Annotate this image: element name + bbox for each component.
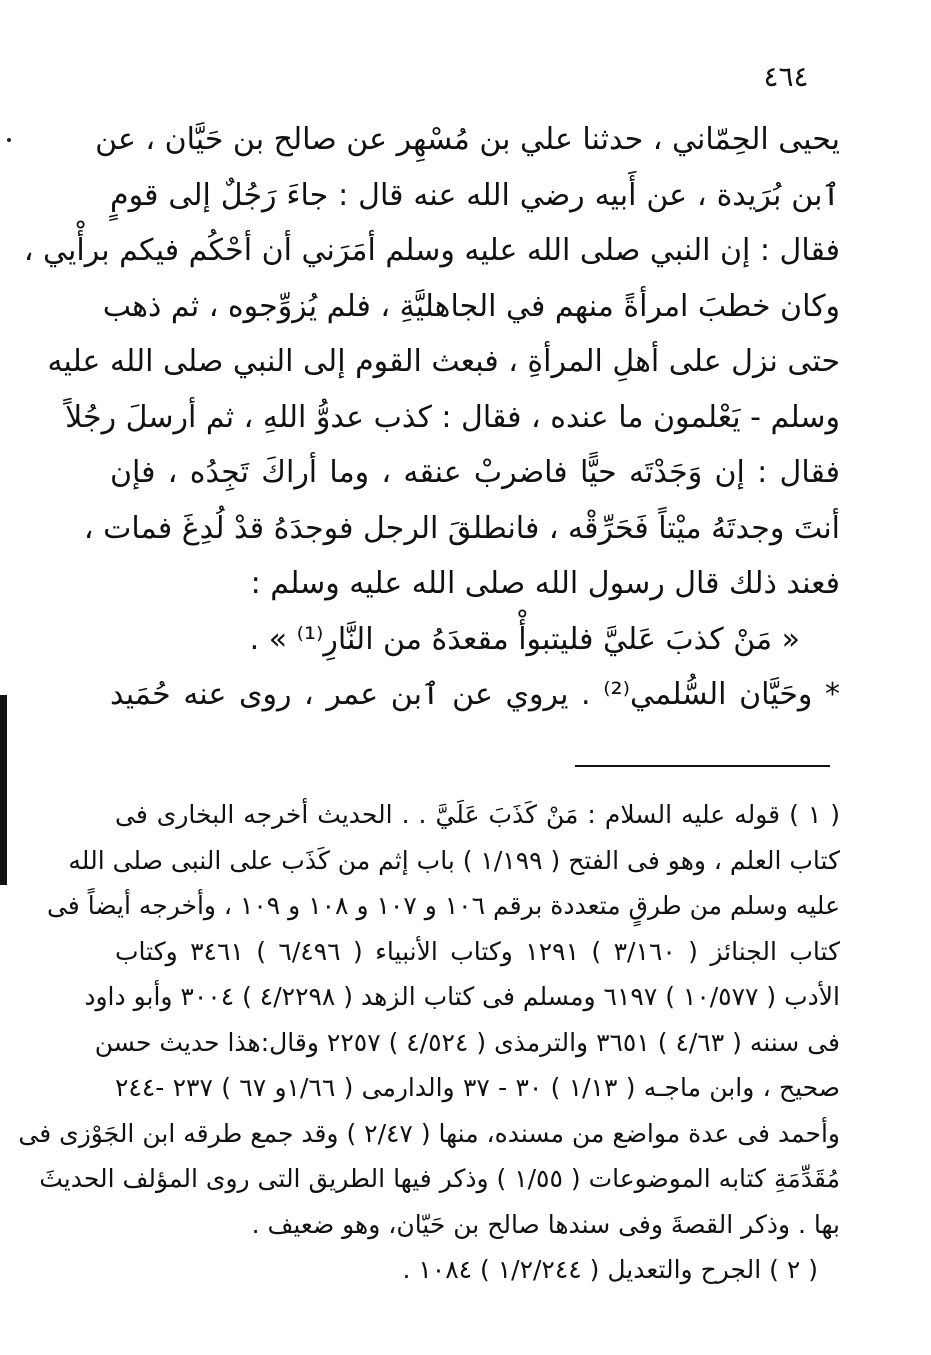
- main-text-line: حتى نزل على أهلِ المرأةِ ، فبعث القوم إلى النبي صلى الله عليه: [47, 344, 840, 379]
- main-text-line: وسلم - يَعْلمون ما عنده ، فقال : كذب عدوُّ اللهِ ، ثم أرسلَ رجُلاً: [65, 399, 840, 435]
- footnotes: [18, 792, 841, 1293]
- footnote-line: بها . وذكر القصةَ وفى سندها صالح بن حَيّان، وهو ضعيف .: [251, 1209, 840, 1239]
- main-text-line: ٱبن بُرَيدة ، عن أَبيه رضي الله عنه قال : جاءَ رَجُلٌ إلى قومٍ: [110, 177, 840, 213]
- main-text-line: أنتَ وجدتَهُ ميْتاً فَحَرِّقْه ، فانطلقَ الرجل فوجدَهُ قدْ لُدِغَ فمات ،: [83, 510, 840, 546]
- footnote-line: ( ١ ) قوله عليه السلام : مَنْ كَذَبَ عَلَيَّ . . الحديث أخرجه البخارى فى: [115, 800, 841, 829]
- scan-speck: [7, 138, 11, 142]
- footnote-separator: [575, 765, 830, 767]
- footnote-line: صحيح ، وابن ماجـه ( ١/١٣ ) ٣٠ - ٣٧ والدارمى ( ١/٦٦و ٦٧ ) ٢٣٧ -٢٤٤: [115, 1073, 840, 1102]
- footnote-line: الأدب ( ١٠/٥٧٧ ) ٦١٩٧ ومسلم فى كتاب الزهد ( ٤/٢٢٩٨ ) ٣٠٠٤ وأبو داود: [84, 982, 840, 1011]
- main-text-line: وكان خطبَ امرأةً منهم في الجاهليَّةِ ، فلم يُزوِّجوه ، ثم ذهب: [102, 288, 840, 324]
- footnote-line: وأحمد فى عدة مواضع من مسنده، منها ( ٢/٤٧ ) وقد جمع طرقه ابن الجَوْزى فى: [18, 1118, 840, 1148]
- footnote-line: عليه وسلم من طرقٍ متعددة برقم ١٠٦ و ١٠٧ و ١٠٨ و ١٠٩ ، وأخرجه أيضاً فى: [46, 891, 840, 920]
- page-number: ٤٦٤: [763, 60, 809, 93]
- main-text-line: فعند ذلك قال رسول الله صلى الله عليه وسلم :: [250, 566, 840, 601]
- main-text-line: يحيى الحِمّاني ، حدثنا علي بن مُسْهِر عن صالح بن حَيَّان ، عن: [95, 122, 840, 157]
- footnote-line: فى سننه ( ٤/٦٣ ) ٣٦٥١ والترمذى ( ٤/٥٢٤ ) ٢٢٥٧ وقال:هذا حديث حسن: [94, 1027, 840, 1057]
- footnote-line: كتاب العلم ، وهو فى الفتح ( ١/١٩٩ ) باب إثم من كَذَب على النبى صلى الله: [68, 845, 840, 875]
- hadith-quote-line: « مَنْ كذبَ عَليَّ فليتبوأْ مقعدَهُ من النَّارِ⁽¹⁾ » .: [249, 621, 800, 657]
- scan-edge-mark: [0, 695, 7, 885]
- main-text-line: * وحَيَّان السُّلمي⁽²⁾ . يروي عن ٱبن عمر ، روى عنه حُمَيد: [110, 677, 841, 712]
- main-text-line: فقال : إن النبي صلى الله عليه وسلم أمَرَني أن أحْكُم فيكم برأْيي ،: [23, 233, 840, 268]
- footnote-line: كتاب الجنائز ( ٣/١٦٠ ) ١٢٩١ وكتاب الأنبياء ( ٦/٤٩٦ ) ٣٤٦١ وكتاب: [115, 936, 840, 966]
- main-text-body: [23, 112, 841, 723]
- main-text-line: فقال : إن وَجَدْتَه حيًّا فاضربْ عنقه ، وما أراكَ تَجِدُه ، فإن: [110, 455, 840, 490]
- footnote-line: ( ٢ ) الجرح والتعديل ( ١/٢/٢٤٤ ) ١٠٨٤ .: [402, 1255, 818, 1284]
- footnote-line: مُقَدِّمَةِ كتابه الموضوعات ( ١/٥٥ ) وذكر فيها الطريق التى روى المؤلف الحديثَ: [39, 1164, 840, 1193]
